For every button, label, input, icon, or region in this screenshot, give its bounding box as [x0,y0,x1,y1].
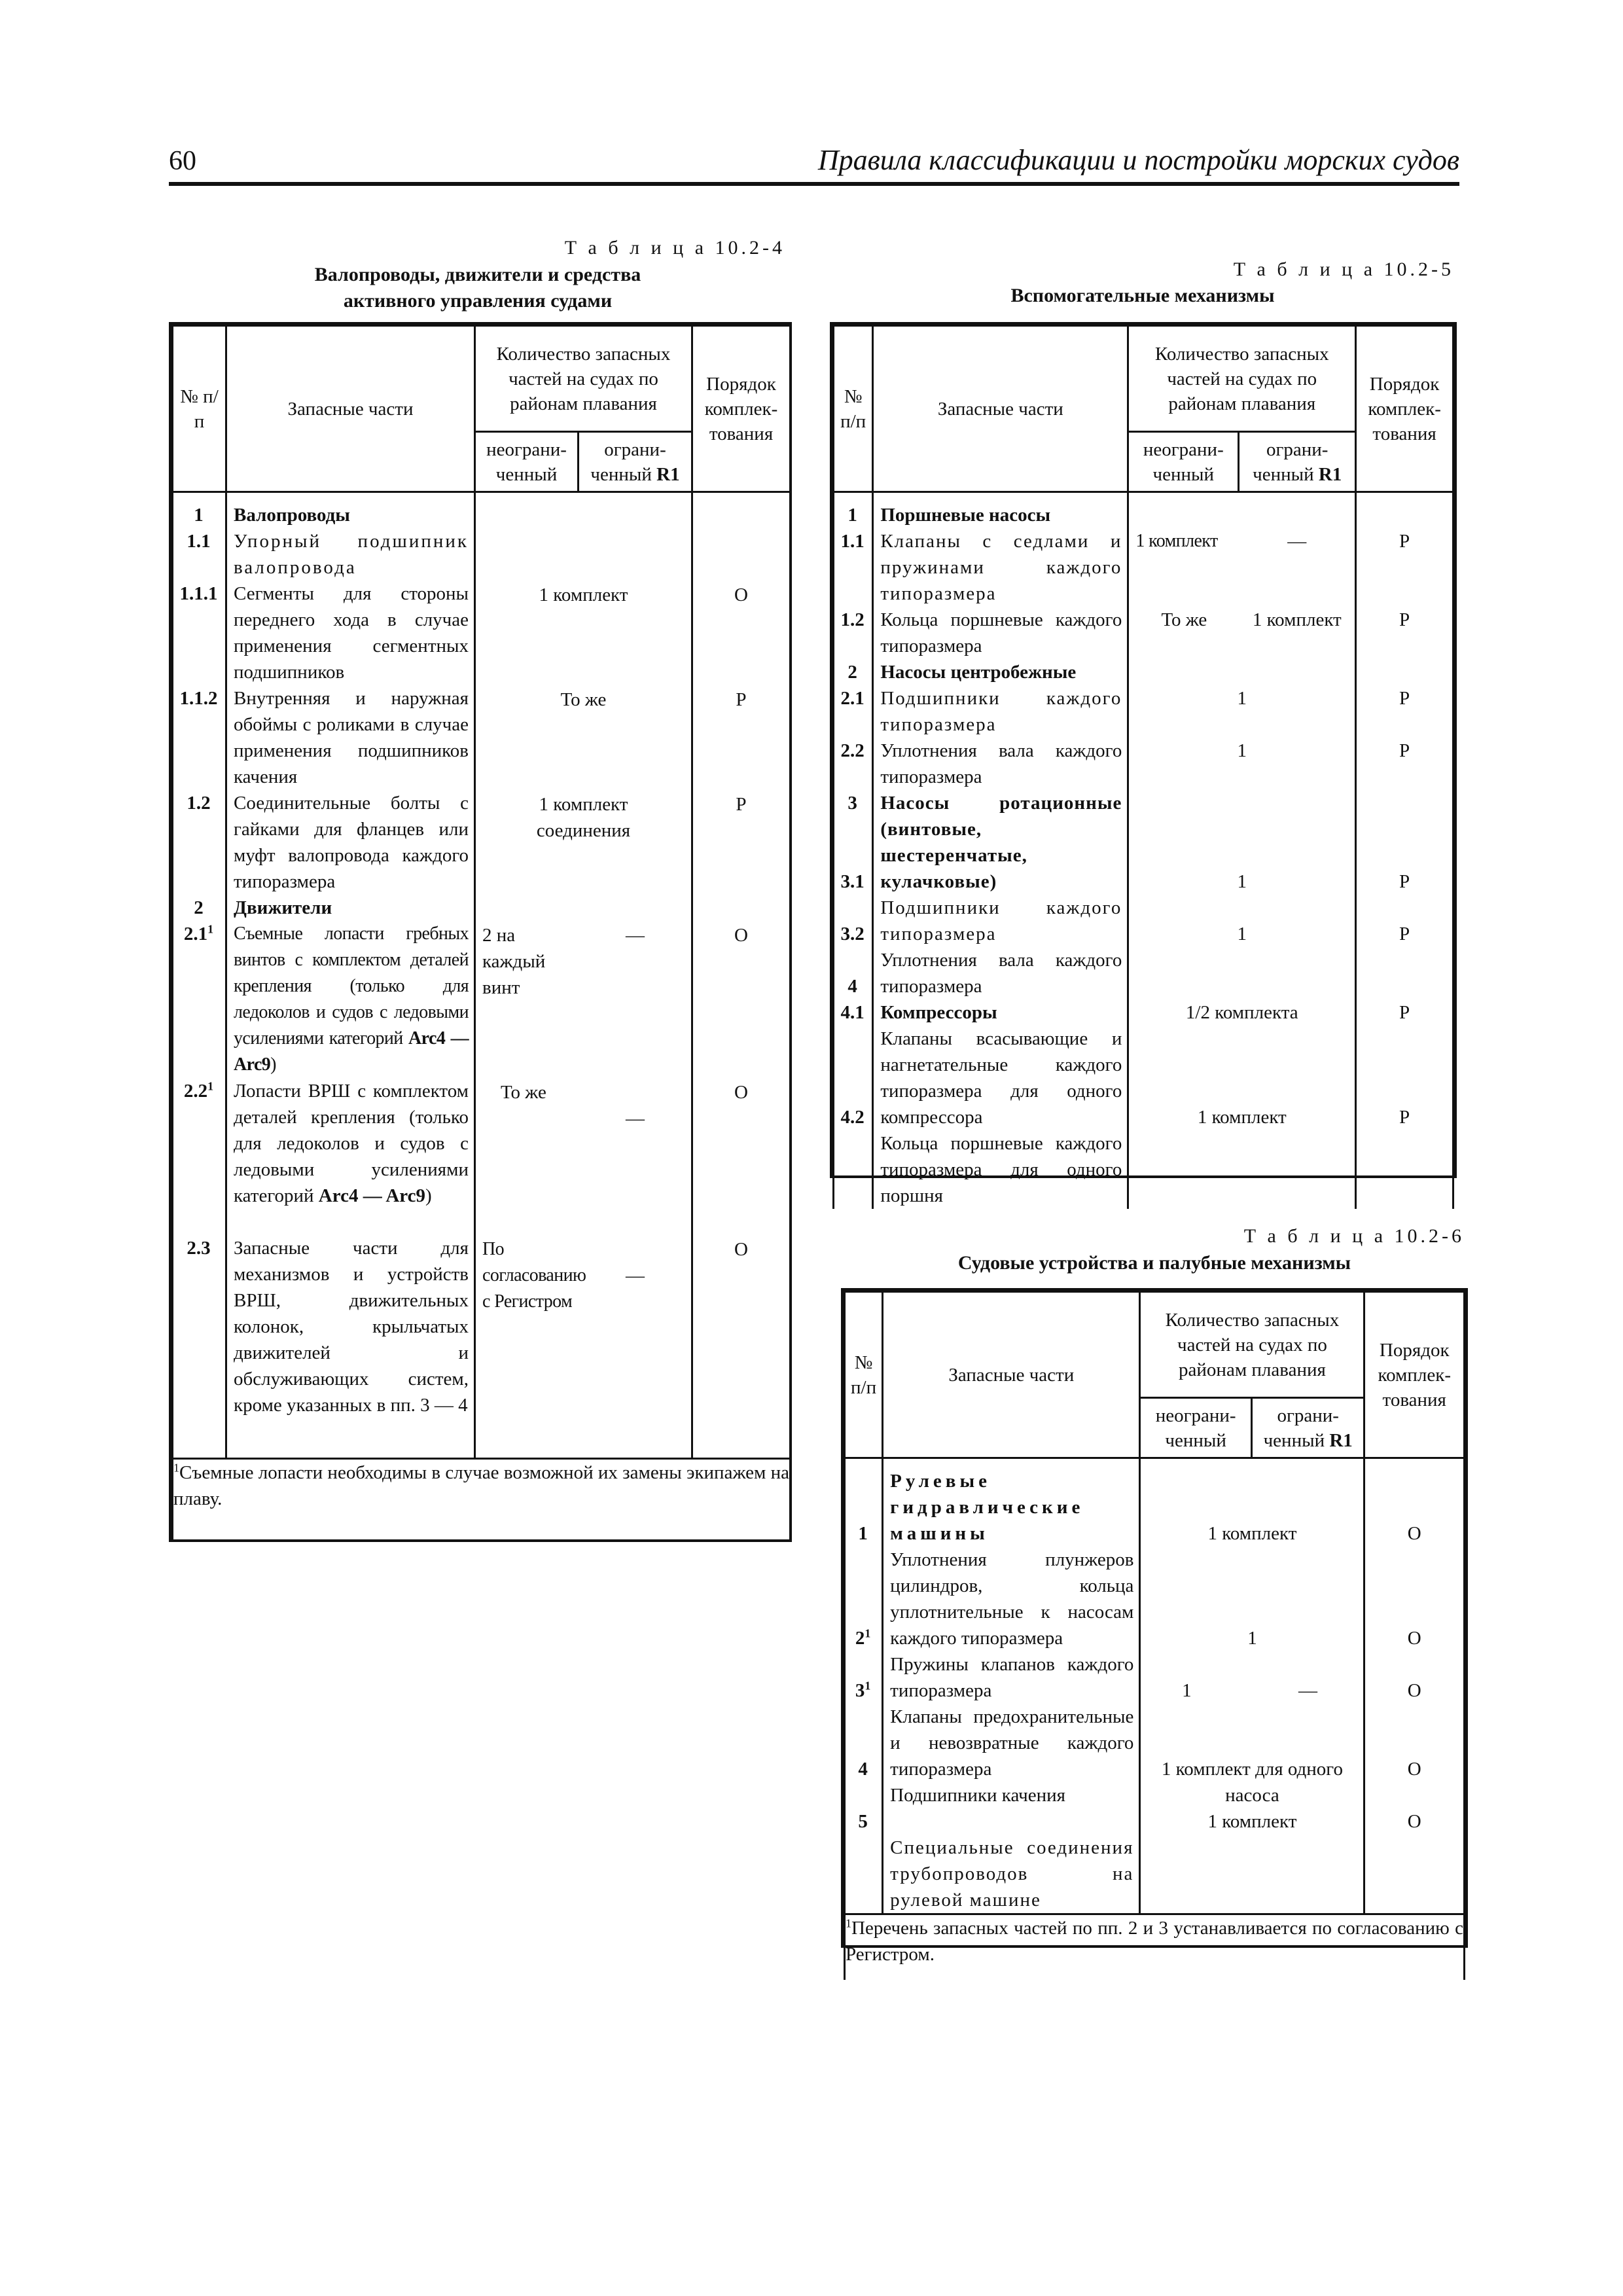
row-num: 1 [847,505,857,526]
table-5-title: Вспомогательные механизмы [1010,285,1275,306]
col-limited-header: ограни-ченный R1 [1251,1398,1364,1458]
order-value: О [1407,1628,1421,1649]
col-qty-header: Количество запасных частей на судах по районам плавания [1140,1292,1364,1398]
section-heading: Поршневые насосы [880,505,1051,526]
qty-unlimited: То же [501,1082,546,1103]
table-6-footnote: $^1$Перечень запасных частей по пп. 2 и 3 устанавливается по согласованию с Регистром. [845,1914,1465,1980]
row-text: Кольца поршневые каждого типоразмера для одного поршня [880,1133,1122,1206]
row-num: 4.2 [840,1107,865,1128]
qty-limited: 1 комплект [1252,609,1342,630]
row-num: 2 [194,897,204,918]
order-value: О [1407,1759,1421,1780]
row-text: Клапаны с седлами и пружинами каждого типоразмера [880,531,1122,604]
row-num: 2.2 [840,740,865,761]
table-4-title-line2: активного управления судами [343,290,613,312]
col-num-header: № п/п [845,1292,883,1458]
row-num: 5 [858,1811,868,1832]
qty-column [1140,1458,1364,1914]
order-value: О [1407,1680,1421,1701]
col-parts-header: Запасные части [883,1292,1140,1458]
row-text: Съемные лопасти гребных винтов с комплектом деталей крепления (только для ледоколов и судов с ледовыми усилениями категорий Arc4 — Arc9) [234,924,469,1075]
qty-value: 1 комплект соединения [536,794,631,841]
row-text: Уплотнения плунжеров цилиндров, кольца уплотнительные к насосам каждого типоразмера [890,1549,1134,1649]
order-value: Р [1399,1107,1410,1128]
order-value: Р [1399,740,1410,761]
row-num: 1 [194,505,204,526]
row-num: 1.1.1 [179,583,218,604]
qty-limited: — [1298,1680,1317,1701]
section-heading: Компрессоры [880,1002,997,1023]
row-num: 3.2 [840,924,865,944]
row-num: 1 [858,1523,868,1544]
qty-limited: — [626,925,645,946]
order-value: Р [1399,924,1410,944]
qty-value: 1 [1237,740,1247,761]
qty-limited: — [1287,531,1307,552]
order-column [692,492,791,1459]
row-num: 2.3 [187,1238,211,1259]
row-num: 1.2 [187,793,211,814]
order-value: Р [736,689,747,710]
order-value: Р [1399,609,1410,630]
row-num: $3^1$ [855,1679,871,1701]
col-num-header: № п/п [834,326,873,492]
row-num: 3.1 [840,871,865,892]
row-num: 3 [847,793,857,814]
qty-column [1128,492,1356,1210]
row-num: 4.1 [840,1002,865,1023]
page-header [169,145,1459,186]
row-text: Соединительные болты с гайками для фланцев или муфт валопровода каждого типоразмера [234,793,469,892]
row-num: $2.1^1$ [183,922,214,944]
order-value: Р [1399,531,1410,552]
section-heading: Насосы центробежные [880,662,1077,683]
row-num: 1.1.2 [179,688,218,709]
table-6-title: Судовые устройства и палубные механизмы [957,1252,1351,1274]
col-parts-header: Запасные части [226,326,475,492]
running-title: Правила классификации и постройки морских судов [817,144,1459,176]
row-text: Уплотнения вала каждого типоразмера [880,950,1122,997]
order-column [1364,1458,1465,1914]
order-value: Р [736,794,747,815]
section-heading: Насосы ротационные (винтовые, шестеренчатые, кулачковые) [880,793,1122,892]
order-column [1356,492,1454,1210]
qty-value: 1 комплект [1197,1107,1287,1128]
qty-column [475,492,692,1459]
qty-unlimited: 2 на каждый винт [482,925,546,998]
qty-value: 1 [1237,924,1247,944]
table-4 [169,322,792,1542]
row-num: $2.2^1$ [183,1079,214,1102]
order-value: О [734,925,748,946]
col-unlimited-header: неограни-ченный [1140,1398,1252,1458]
qty-value: 1 [1237,688,1247,709]
row-text: Сегменты для стороны переднего хода в случае применения сегментных подшипников [234,583,469,683]
row-num: $2^1$ [855,1626,871,1649]
qty-unlimited: То же [1161,609,1207,630]
row-text: Клапаны всасывающие и нагнетательные каждого типоразмера для одного компрессора [880,1028,1122,1128]
table-5 [830,322,1457,1206]
qty-value: 1/2 комплекта [1185,1002,1298,1023]
row-text: Специальные соединения трубопроводов на рулевой машине [890,1837,1134,1910]
col-limited-header: ограни-ченный R1 [579,432,692,492]
qty-value: 1 комплект [539,584,628,605]
table-5-caption: Т а б л и ц а 10.2-5 [1233,259,1454,280]
qty-unlimited: 1 комплект [1135,531,1218,551]
row-num: 1.1 [187,531,211,552]
col-parts-header: Запасные части [873,326,1128,492]
order-value: О [1407,1811,1421,1832]
row-num: 1.1 [840,531,865,552]
row-text: Пружины клапанов каждого типоразмера [890,1654,1134,1701]
order-value: О [734,584,748,605]
row-text: Кольца поршневые каждого типоразмера [880,609,1122,656]
qty-value: 1 [1247,1628,1257,1649]
row-num: 4 [847,976,857,997]
row-text: Упорный подшипник валопровода [234,531,469,578]
section-heading: Движители [234,897,332,918]
qty-value: 1 комплект [1207,1523,1297,1544]
col-qty-header: Количество запасных частей на судах по районам плавания [1128,326,1356,432]
row-text: Внутренняя и наружная обоймы с роликами в случае применения подшипников качения [234,688,469,787]
col-order-header: Порядок комплек-тования [692,326,791,492]
row-text: Подшипники каждого типоразмера [880,688,1122,735]
qty-limited: — [626,1265,645,1286]
row-num: 2.1 [840,688,865,709]
order-value: Р [1399,688,1410,709]
section-heading: Рулевые гидравлические машины [890,1471,1084,1544]
col-qty-header: Количество запасных частей на судах по районам плавания [475,326,692,432]
col-order-header: Порядок комплек-тования [1356,326,1454,492]
col-order-header: Порядок комплек-тования [1364,1292,1465,1458]
order-value: Р [1399,871,1410,892]
qty-unlimited: 1 [1182,1680,1192,1701]
order-value: О [734,1239,748,1260]
qty-value: 1 [1237,871,1247,892]
table-6 [841,1288,1468,1965]
table-6-caption: Т а б л и ц а 10.2-6 [1243,1225,1465,1247]
row-text: Подшипники качения [890,1785,1065,1806]
qty-limited: — [626,1108,645,1129]
row-text: Клапаны предохранительные и невозвратные каждого типоразмера [890,1706,1134,1780]
row-text: Запасные части для механизмов и устройств ВРШ, движительных колонок, крыльчатых движителей и обслуживающих систем, кроме указанных в пп. 3 — 4 [234,1238,469,1416]
col-limited-header: ограни-ченный R1 [1239,432,1356,492]
qty-value: То же [560,689,607,710]
col-unlimited-header: неограни-ченный [475,432,579,492]
table-4-title-line1: Валопроводы, движители и средства [314,264,641,285]
page-number: 60 [169,146,196,176]
qty-value: 1 комплект для одного насоса [1161,1759,1343,1806]
order-value: О [734,1082,748,1103]
row-num: 1.2 [840,609,865,630]
order-value: Р [1399,1002,1410,1023]
qty-value: 1 комплект [1207,1811,1297,1832]
row-text: Подшипники каждого типоразмера [880,897,1122,944]
row-num: 4 [858,1759,868,1780]
table-4-caption: Т а б л и ц а 10.2-4 [564,237,785,259]
table-4-title [170,262,785,314]
row-text: Лопасти ВРШ с комплектом деталей крепления (только для ледоколов и судов с ледовыми усилениями категорий Arc4 — Arc9) [234,1081,469,1206]
col-num-header: № п/п [173,326,226,492]
row-text: Уплотнения вала каждого типоразмера [880,740,1122,787]
qty-unlimited: По согласованию с Регистром [482,1239,586,1312]
table-4-footnote: $^1$Съемные лопасти необходимы в случае возможной их замены экипажем на плаву. [173,1459,791,1539]
row-num [846,1468,880,1520]
section-heading: Валопроводы [234,505,350,526]
order-value: О [1407,1523,1421,1544]
row-num: 2 [847,662,857,683]
col-unlimited-header: неограни-ченный [1128,432,1239,492]
